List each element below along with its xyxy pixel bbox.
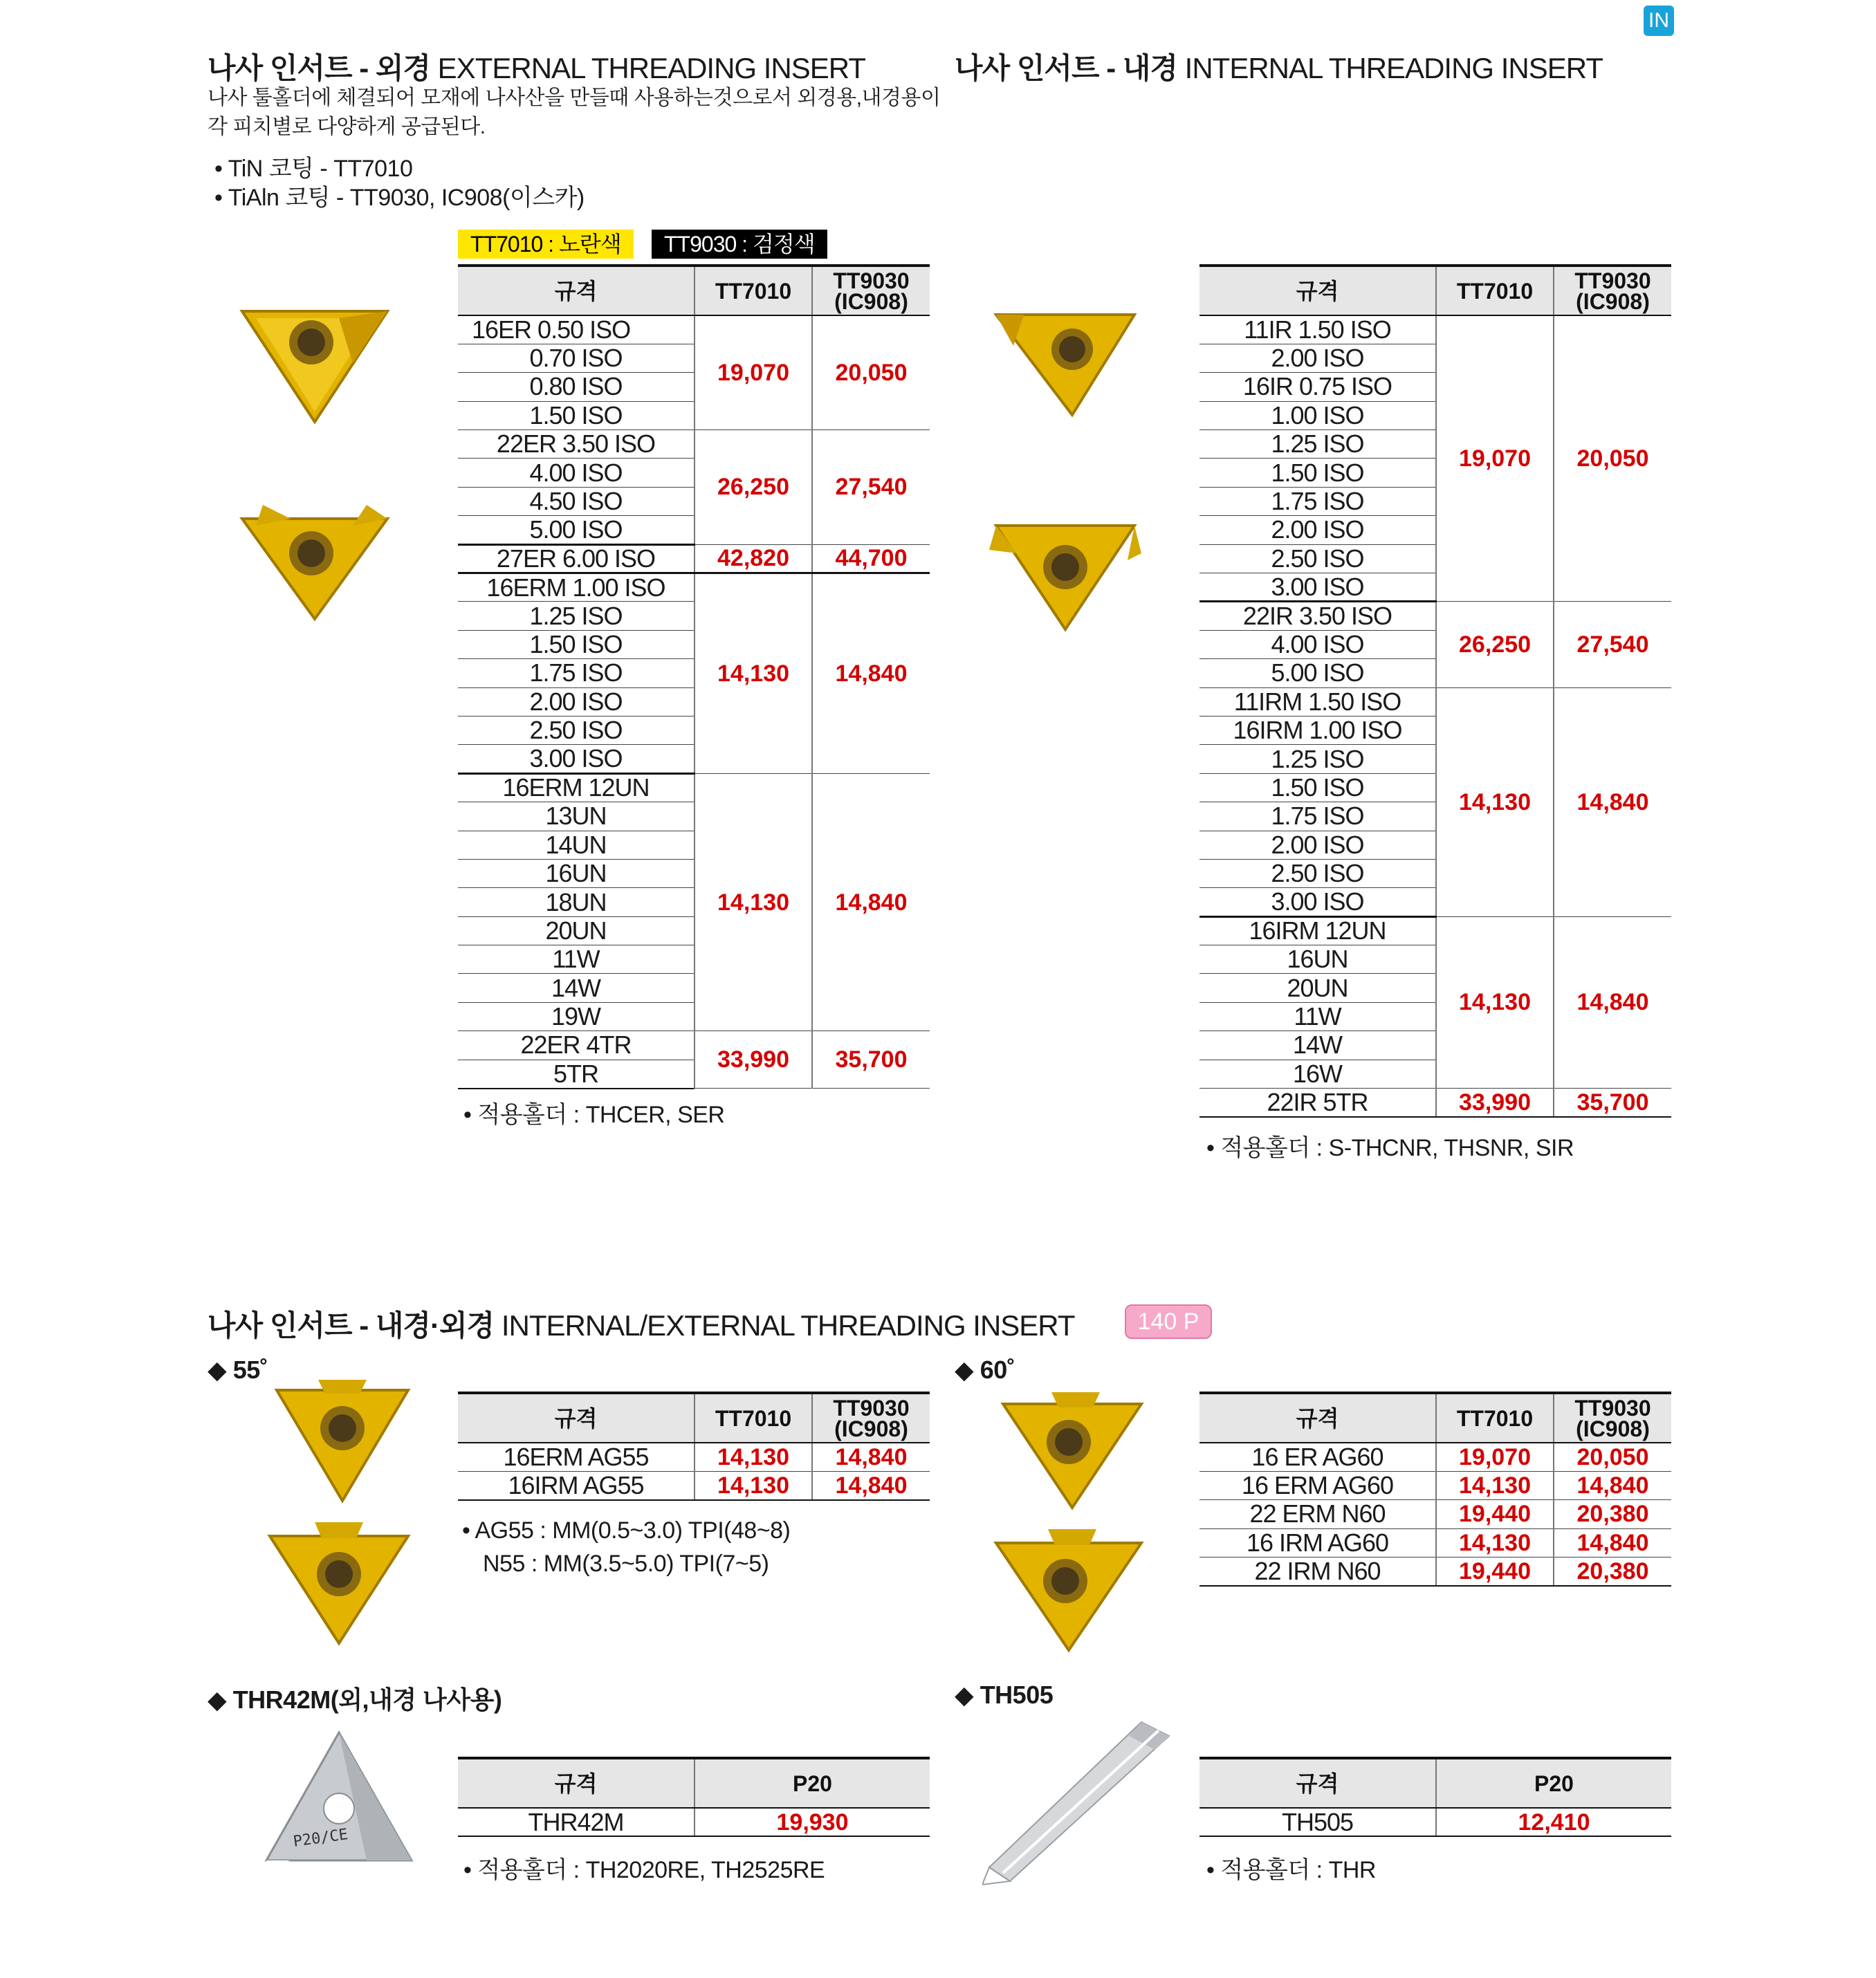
table-row-spec: 20UN	[458, 916, 695, 945]
table-row-spec: 11IRM 1.50 ISO	[1199, 687, 1436, 716]
table-row-spec: 1.75 ISO	[1199, 487, 1436, 515]
table-row-spec: 4.50 ISO	[458, 487, 695, 515]
col-spec-header: 규격	[458, 1758, 695, 1808]
table-row-spec: 5.00 ISO	[1199, 659, 1436, 687]
price-tt7010: 33,990	[695, 1031, 812, 1089]
combined-title-en: INTERNAL/EXTERNAL THREADING INSERT	[501, 1309, 1075, 1342]
price-tt9030: 20,050	[1554, 315, 1671, 602]
table-row-spec: 16 IRM AG60	[1199, 1528, 1436, 1557]
table-row-spec: 18UN	[458, 888, 695, 916]
table-row-spec: 1.50 ISO	[1199, 459, 1436, 487]
col-tt7010-header: TT7010	[1436, 1393, 1554, 1443]
col-spec-header: 규격	[1199, 1393, 1436, 1443]
price-tt9030: 14,840	[1554, 916, 1671, 1088]
thr42m-insert-marking: P20/CE	[292, 1826, 349, 1851]
table-row-spec: 0.70 ISO	[458, 344, 695, 372]
external-title-kr: 나사 인서트 - 외경	[208, 52, 430, 84]
in-badge: IN	[1644, 6, 1674, 36]
external-holder-note: • 적용홀더 : THCER, SER	[463, 1102, 725, 1128]
table-row-spec: 22 IRM N60	[1199, 1558, 1436, 1586]
table-row-spec: 16UN	[1199, 945, 1436, 974]
table-row-spec: 16W	[1199, 1060, 1436, 1088]
internal-price-table	[1199, 264, 1671, 1118]
table-row-spec: TH505	[1199, 1808, 1436, 1836]
table-row-spec: 16ER 0.50 ISO	[458, 315, 695, 344]
deg60-price-table	[1199, 1392, 1671, 1587]
table-row-spec: 4.00 ISO	[1199, 630, 1436, 658]
table-row-spec: 16IR 0.75 ISO	[1199, 373, 1436, 401]
price-tt9030: 14,840	[812, 573, 930, 774]
table-row-spec: 20UN	[1199, 974, 1436, 1002]
table-row-spec: 27ER 6.00 ISO	[458, 544, 695, 573]
col-tt9030-header: TT9030 (IC908)	[1554, 266, 1671, 315]
table-row-spec: 11W	[458, 945, 695, 974]
price-tt7010: 14,130	[1436, 1528, 1554, 1557]
price-tt9030: 20,380	[1554, 1500, 1671, 1528]
table-row-spec: 1.50 ISO	[458, 630, 695, 658]
price-tt7010: 26,250	[1436, 602, 1554, 687]
table-row-spec: 16IRM 1.00 ISO	[1199, 716, 1436, 744]
col-tt7010-header: TT7010	[1436, 266, 1554, 315]
deg60-insert-image-2	[989, 1526, 1148, 1657]
table-row-spec: 1.00 ISO	[1199, 401, 1436, 429]
combined-title-kr: 나사 인서트 - 내경·외경	[208, 1309, 495, 1342]
col-spec-header: 규격	[458, 1393, 695, 1443]
price-p20: 12,410	[1436, 1808, 1671, 1836]
tag-tt7010-yellow: TT7010 : 노란색	[458, 230, 634, 259]
table-row-spec: 1.75 ISO	[458, 659, 695, 687]
price-tt9030: 14,840	[812, 773, 930, 1031]
page-reference-badge[interactable]: 140 P	[1125, 1304, 1212, 1339]
table-row-spec: 2.00 ISO	[458, 687, 695, 716]
external-title-en: EXTERNAL THREADING INSERT	[437, 52, 866, 84]
price-tt7010: 19,440	[1436, 1558, 1554, 1586]
deg60-insert-image-1	[996, 1390, 1148, 1515]
thr42m-price-table	[458, 1757, 930, 1837]
table-row-spec: 0.80 ISO	[458, 373, 695, 401]
deg55-insert-image-2	[263, 1519, 415, 1650]
internal-title-en: INTERNAL THREADING INSERT	[1184, 52, 1603, 84]
deg55-price-table	[458, 1392, 930, 1501]
price-tt7010: 19,070	[695, 315, 812, 430]
price-tt9030: 44,700	[812, 544, 930, 573]
table-row-spec: 2.50 ISO	[1199, 544, 1436, 573]
table-row-spec: 2.00 ISO	[1199, 516, 1436, 544]
table-row-spec: 1.25 ISO	[1199, 430, 1436, 459]
table-row-spec: 4.00 ISO	[458, 459, 695, 487]
thr42m-holder-note: • 적용홀더 : TH2020RE, TH2525RE	[463, 1857, 825, 1883]
table-row-spec: 22 ERM N60	[1199, 1500, 1436, 1528]
table-row-spec: 13UN	[458, 802, 695, 831]
table-row-spec: 2.50 ISO	[458, 716, 695, 744]
price-p20: 19,930	[695, 1808, 930, 1836]
price-tt9030: 20,050	[1554, 1443, 1671, 1471]
col-spec-header: 규격	[1199, 266, 1436, 315]
deg55-note-2: N55 : MM(3.5~5.0) TPI(7~5)	[483, 1551, 769, 1577]
table-row-spec: 11W	[1199, 1002, 1436, 1030]
table-row-spec: 1.50 ISO	[458, 401, 695, 429]
external-insert-image-2	[235, 498, 394, 629]
table-row-spec: THR42M	[458, 1808, 695, 1836]
table-row-spec: 22IR 3.50 ISO	[1199, 602, 1436, 630]
price-tt7010: 14,130	[695, 1443, 812, 1471]
thr42m-label: ◆ THR42M(외,내경 나사용)	[208, 1685, 502, 1714]
price-tt9030: 20,380	[1554, 1558, 1671, 1586]
coating-bullet-1: • TiN 코팅 - TT7010	[214, 156, 413, 182]
table-row-spec: 19W	[458, 1002, 695, 1030]
external-title	[208, 46, 865, 87]
thr42m-insert-image	[263, 1729, 422, 1867]
table-row-spec: 16IRM 12UN	[1199, 916, 1436, 945]
table-row-spec: 1.25 ISO	[458, 602, 695, 630]
external-insert-image-1	[235, 297, 394, 429]
external-price-table	[458, 264, 930, 1089]
table-row-spec: 22ER 3.50 ISO	[458, 430, 695, 459]
price-tt7010: 19,070	[1436, 1443, 1554, 1471]
external-desc-1: 나사 툴홀더에 체결되어 모재에 나사산을 만들때 사용하는것으로서 외경용,내경용이	[208, 86, 941, 109]
deg55-label: ◆ 55˚	[208, 1356, 268, 1384]
price-tt9030: 35,700	[1554, 1089, 1671, 1117]
table-row-spec: 22ER 4TR	[458, 1031, 695, 1060]
th505-tool-image	[982, 1715, 1176, 1888]
deg55-note-1: • AG55 : MM(0.5~3.0) TPI(48~8)	[462, 1517, 791, 1544]
table-row-spec: 16IRM AG55	[458, 1471, 695, 1499]
price-tt7010: 14,130	[1436, 687, 1554, 916]
col-tt9030-header: TT9030 (IC908)	[1554, 1393, 1671, 1443]
col-tt7010-header: TT7010	[695, 266, 812, 315]
table-row-spec: 2.00 ISO	[1199, 344, 1436, 372]
price-tt9030: 14,840	[1554, 1528, 1671, 1557]
table-row-spec: 16ERM 12UN	[458, 773, 695, 802]
deg60-label: ◆ 60˚	[955, 1356, 1015, 1384]
table-row-spec: 16ERM 1.00 ISO	[458, 573, 695, 602]
price-tt7010: 19,070	[1436, 315, 1554, 602]
price-tt9030: 14,840	[1554, 687, 1671, 916]
external-desc-2: 각 피치별로 다양하게 공급된다.	[208, 115, 486, 138]
price-tt9030: 14,840	[812, 1443, 930, 1471]
coating-bullet-2: • TiAln 코팅 - TT9030, IC908(이스카)	[214, 185, 585, 211]
price-tt9030: 20,050	[812, 315, 930, 430]
col-spec-header: 규격	[458, 266, 695, 315]
table-row-spec: 3.00 ISO	[458, 745, 695, 773]
table-row-spec: 1.25 ISO	[1199, 745, 1436, 773]
table-row-spec: 16 ERM AG60	[1199, 1471, 1436, 1499]
internal-insert-image-1	[989, 304, 1141, 422]
price-tt7010: 33,990	[1436, 1089, 1554, 1117]
table-row-spec: 14W	[1199, 1031, 1436, 1060]
price-tt7010: 26,250	[695, 430, 812, 545]
internal-insert-image-2	[989, 512, 1141, 636]
price-tt7010: 14,130	[1436, 1471, 1554, 1499]
internal-holder-note: • 적용홀더 : S-THCNR, THSNR, SIR	[1206, 1135, 1574, 1161]
table-row-spec: 2.00 ISO	[1199, 831, 1436, 859]
price-tt9030: 35,700	[812, 1031, 930, 1089]
table-row-spec: 16ERM AG55	[458, 1443, 695, 1471]
price-tt9030: 27,540	[812, 430, 930, 545]
col-tt9030-header: TT9030 (IC908)	[812, 266, 930, 315]
price-tt7010: 14,130	[1436, 916, 1554, 1088]
table-row-spec: 11IR 1.50 ISO	[1199, 315, 1436, 344]
col-tt9030-header: TT9030 (IC908)	[812, 1393, 930, 1443]
col-p20-header: P20	[695, 1758, 930, 1808]
price-tt7010: 14,130	[695, 573, 812, 774]
table-row-spec: 3.00 ISO	[1199, 573, 1436, 602]
deg55-insert-image-1	[270, 1376, 415, 1508]
internal-title-kr: 나사 인서트 - 내경	[955, 52, 1177, 84]
price-tt9030: 14,840	[812, 1471, 930, 1499]
price-tt7010: 14,130	[695, 1471, 812, 1499]
col-p20-header: P20	[1436, 1758, 1671, 1808]
table-row-spec: 2.50 ISO	[1199, 859, 1436, 887]
table-row-spec: 16UN	[458, 859, 695, 887]
table-row-spec: 22IR 5TR	[1199, 1089, 1436, 1117]
internal-title	[955, 46, 1603, 87]
table-row-spec: 1.50 ISO	[1199, 773, 1436, 802]
table-row-spec: 14W	[458, 974, 695, 1002]
price-tt7010: 42,820	[695, 544, 812, 573]
table-row-spec: 16 ER AG60	[1199, 1443, 1436, 1471]
th505-price-table	[1199, 1757, 1671, 1837]
th505-label: ◆ TH505	[955, 1681, 1054, 1709]
table-row-spec: 14UN	[458, 831, 695, 859]
price-tt9030: 14,840	[1554, 1471, 1671, 1499]
price-tt7010: 14,130	[695, 773, 812, 1031]
combined-title	[208, 1303, 1075, 1344]
table-row-spec: 1.75 ISO	[1199, 802, 1436, 831]
col-spec-header: 규격	[1199, 1758, 1436, 1808]
table-row-spec: 3.00 ISO	[1199, 888, 1436, 916]
price-tt9030: 27,540	[1554, 602, 1671, 687]
col-tt7010-header: TT7010	[695, 1393, 812, 1443]
price-tt7010: 19,440	[1436, 1500, 1554, 1528]
table-row-spec: 5TR	[458, 1060, 695, 1088]
table-row-spec: 5.00 ISO	[458, 516, 695, 544]
tag-tt9030-black: TT9030 : 검정색	[652, 230, 827, 259]
th505-holder-note: • 적용홀더 : THR	[1206, 1857, 1376, 1883]
